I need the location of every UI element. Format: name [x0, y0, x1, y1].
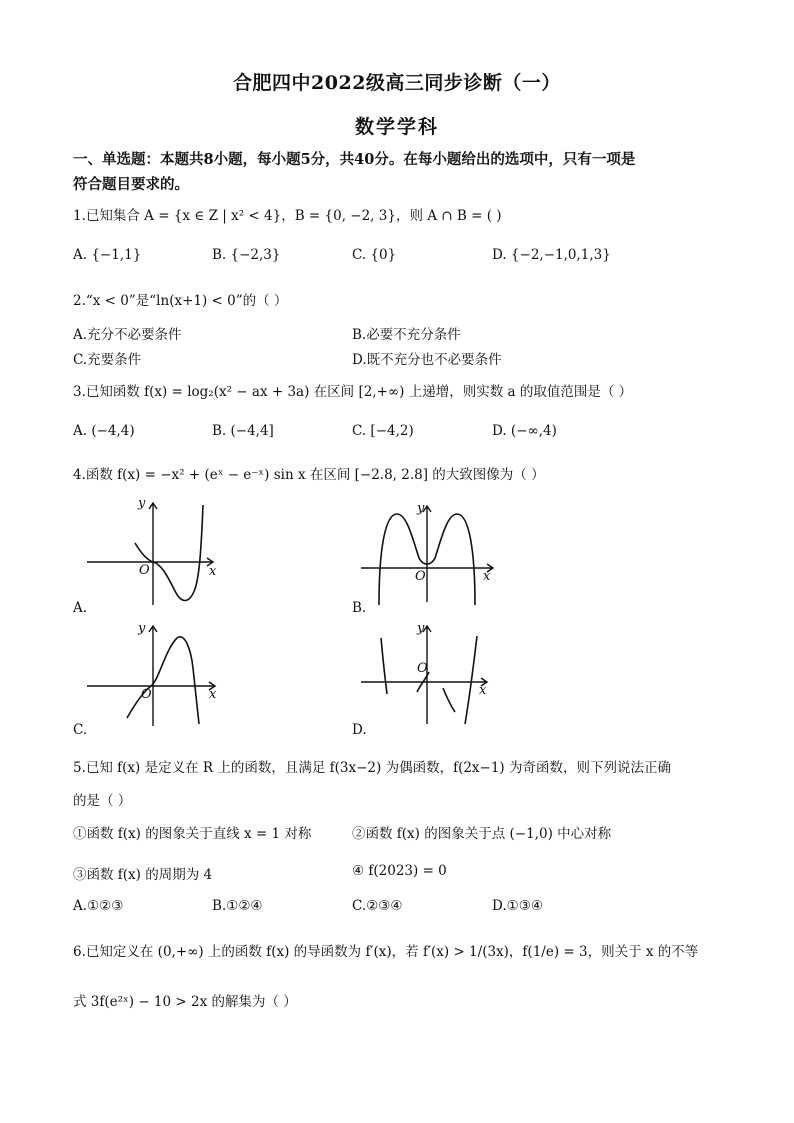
graph-c [85, 620, 230, 730]
graph-d [355, 620, 505, 730]
question-2-stem: 2.“x < 0”是“ln(x+1) < 0”的（ ） [73, 293, 288, 309]
q2-option-d: D.既不充分也不必要条件 [352, 352, 502, 368]
curve-d-right [465, 636, 477, 724]
q5-statement-1: ①函数 f(x) 的图象关于直线 x = 1 对称 [73, 826, 312, 842]
q5-statement-2: ②函数 f(x) 的图象关于点 (−1,0) 中心对称 [352, 826, 612, 842]
y-label: y [417, 621, 425, 636]
curve-c [127, 637, 199, 724]
x-label: x [483, 569, 491, 584]
subject-title: 数学学科 [354, 116, 439, 138]
question-5-stem-line1: 5.已知 f(x) 是定义在 R 上的函数，且满足 f(3x−2) 为偶函数，f(2x−1) 为奇函数，则下列说法正确 [73, 760, 671, 776]
q2-option-c: C.充要条件 [73, 352, 142, 368]
y-label: y [417, 501, 425, 516]
question-6-stem-line2: 式 3f(e²ˣ) − 10 > 2x 的解集为（ ） [73, 994, 297, 1010]
y-label: y [138, 496, 146, 511]
q5-option-b: B.①②④ [212, 898, 263, 914]
x-label: x [479, 683, 487, 698]
q4-option-b: B. [352, 600, 367, 616]
question-5-stem-line2: 的是（ ） [73, 793, 132, 809]
q4-option-c: C. [73, 722, 88, 738]
q3-option-d: D. (−∞,4) [492, 423, 557, 439]
q4-option-d: D. [352, 722, 367, 738]
q1-option-b: B. {−2,3} [212, 247, 281, 263]
graph-a [85, 495, 230, 610]
graph-b [355, 500, 505, 610]
q5-option-a: A.①②③ [73, 898, 124, 914]
x-label: x [209, 564, 217, 579]
q4-option-a: A. [73, 600, 88, 616]
origin-label: O [139, 563, 150, 578]
q5-option-c: C.②③④ [352, 898, 403, 914]
section-heading-line2: 符合题目要求的。 [73, 176, 189, 193]
q3-option-b: B. (−4,4] [212, 423, 274, 439]
curve-a [135, 505, 203, 601]
section-heading-line1: 一、单选题：本题共8小题，每小题5分，共40分。在每小题给出的选项中，只有一项是 [73, 151, 636, 168]
y-label: y [138, 621, 146, 636]
q1-option-c: C. {0} [352, 247, 397, 263]
question-6-stem-line1: 6.已知定义在 (0,+∞) 上的函数 f(x) 的导函数为 f′(x)，若 f′(x) > 1/(3x)，f(1/e) = 3，则关于 x 的不等 [73, 944, 699, 960]
q1-option-a: A. {−1,1} [73, 247, 142, 263]
q2-option-a: A.充分不必要条件 [73, 327, 182, 343]
x-label: x [209, 687, 217, 702]
q3-option-a: A. (−4,4) [73, 423, 135, 439]
question-4-stem: 4.函数 f(x) = −x² + (eˣ − e⁻ˣ) sin x 在区间 [−2.8, 2.8] 的大致图像为（ ） [73, 467, 545, 483]
q5-statement-4: ④ f(2023) = 0 [352, 863, 447, 879]
page-title: 合肥四中2022级高三同步诊断（一） [233, 72, 561, 94]
q5-statement-3: ③函数 f(x) 的周期为 4 [73, 867, 213, 883]
q2-option-b: B.必要不充分条件 [352, 327, 461, 343]
curve-d-dip [443, 688, 455, 712]
question-1-stem: 1.已知集合 A = {x ∈ Z | x² < 4}，B = {0, −2, 3}，则 A ∩ B = ( ) [73, 208, 502, 224]
question-3-stem: 3.已知函数 f(x) = log₂(x² − ax + 3a) 在区间 [2,+∞) 上递增，则实数 a 的取值范围是（ ） [73, 384, 633, 400]
q1-option-d: D. {−2,−1,0,1,3} [492, 247, 611, 263]
origin-label: O [417, 661, 428, 676]
q3-option-c: C. [−4,2) [352, 423, 414, 439]
curve-d-left [381, 638, 387, 694]
origin-label: O [141, 687, 152, 702]
origin-label: O [415, 569, 426, 584]
q5-option-d: D.①③④ [492, 898, 543, 914]
